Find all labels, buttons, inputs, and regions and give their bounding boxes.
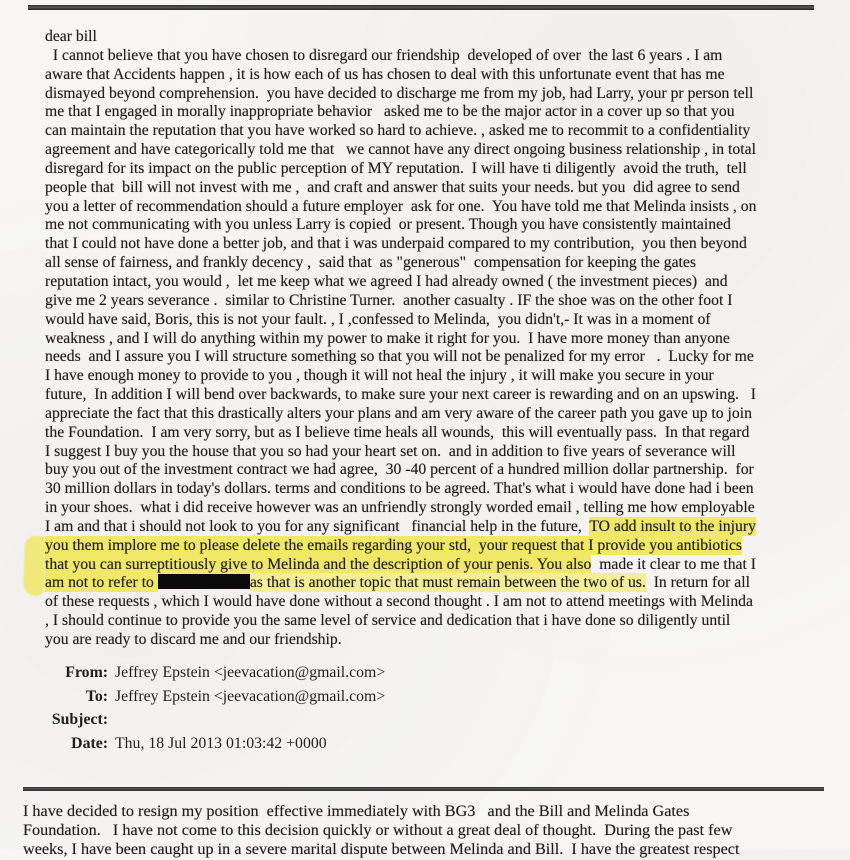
text-line (45, 103, 813, 122)
header-row-subject (45, 711, 545, 735)
text-line (23, 802, 838, 821)
email-header-block (45, 664, 545, 758)
text-line (45, 160, 813, 179)
text-line (45, 612, 813, 631)
text-line (45, 537, 813, 556)
date-value: Thu, 18 Jul 2013 01:03:42 +0000 (115, 734, 327, 752)
from-label: From: (65, 664, 108, 681)
to-value: Jeffrey Epstein <jeevacation@gmail.com> (115, 687, 386, 705)
text-segment: give me 2 years severance . similar to Christine Turner. another casualty . IF the shoe was on the other foot I (45, 291, 733, 309)
text-line (45, 28, 813, 47)
text-line (45, 198, 813, 217)
from-value: Jeffrey Epstein <jeevacation@gmail.com> (115, 664, 386, 681)
text-segment: you are ready to discard me and our friendship. (45, 631, 342, 648)
text-segment: 30 million dollars in today's dollars. terms and conditions to be agreed. That's what i would have done had i been (45, 480, 754, 498)
bottom-horizontal-rule (23, 787, 824, 791)
text-segment: all sense of fairness, and frankly decency , said that as "generous" compensation for keeping the gates (45, 254, 696, 272)
text-segment: that I could not have done a better job, and that i was underpaid compared to my contribution, you then beyond (45, 235, 747, 253)
text-line (23, 821, 838, 840)
text-segment: dismayed beyond comprehension. you have decided to discharge me from my job, had Larry, your pr person tell (45, 84, 754, 102)
text-segment: appreciate the fact that this drastically alters your plans and am very aware of the career path you gave up to join (45, 404, 752, 422)
text-line (45, 593, 813, 612)
text-line (45, 273, 813, 292)
text-line (45, 348, 813, 367)
highlighted-text: am not to refer to (45, 574, 158, 592)
text-segment: I cannot believe that you have chosen to disregard our friendship developed of over the last 6 years . I am (45, 46, 723, 64)
text-line (45, 85, 813, 104)
text-line (45, 141, 813, 160)
subject-label: Subject: (51, 711, 108, 729)
text-line (45, 461, 813, 480)
text-line (45, 386, 813, 405)
text-segment: disregard for its impact on the public perception of MY reputation. I will have ti diligently avoid the truth, tell (45, 159, 747, 177)
text-segment: of these requests , which I would have done without a second thought . I am not to attend meetings with Melinda (45, 593, 753, 611)
text-line (45, 405, 813, 424)
text-segment: dear bill (45, 28, 97, 45)
text-segment: weakness , and I will do anything within my power to make it right for you. I have more money than anyone (45, 329, 730, 347)
text-line (45, 235, 813, 254)
text-segment: weeks, I have been caught up in a severe marital dispute between Melinda and Bill. I have the greatest respect (23, 840, 740, 859)
text-segment: would have said, Boris, this is not your fault. , I ,confessed to Melinda, you didn't,- It was in a moment of (45, 310, 711, 328)
text-line (45, 556, 813, 575)
to-label: To: (85, 687, 108, 705)
text-segment: future, In addition I will bend over backwards, to make sure your next career is rewarding and on an upswing. I (45, 386, 756, 404)
text-segment: agreement and have categorically told me that we cannot have any direct ongoing business relationship , in total (45, 141, 756, 159)
text-segment: can maintain the reputation that you have worked so hard to achieve. , asked me to recommit to a confidentiality (45, 122, 751, 140)
text-line (45, 424, 813, 443)
text-segment: needs and I assure you I will structure something so that you will not be penalized for my error . Lucky for me (45, 348, 754, 366)
text-line (45, 47, 813, 66)
highlighted-text: as that is another topic that must remain between the two of us. (249, 574, 646, 592)
text-line (45, 443, 813, 462)
text-line (45, 631, 813, 650)
text-line (45, 311, 813, 330)
header-row-to (45, 688, 545, 712)
text-segment: made it clear to me that I (591, 555, 757, 573)
redaction-box (158, 574, 250, 589)
highlighted-text: that you can surreptitiously give to Melinda and the description of your penis. You also (45, 555, 592, 573)
text-segment: I suggest I buy you the house that you so had your heart set on. and in addition to five years of severance will (45, 442, 736, 460)
text-line (45, 216, 813, 235)
text-segment: buy you out of the investment contract we had agree, 30 -40 percent of a hundred million dollar partnership. for (45, 461, 754, 479)
text-segment: Foundation. I have not come to this decision quickly or without a great deal of thought. During the past few (23, 821, 733, 840)
text-line (45, 574, 813, 593)
highlighted-text: TO add insult to the injury (589, 517, 756, 535)
header-row-from (45, 664, 545, 688)
text-line (45, 122, 813, 141)
resignation-paragraph (23, 802, 838, 860)
letter-body-text (45, 28, 813, 650)
text-line (45, 518, 813, 537)
top-horizontal-rule (28, 5, 814, 10)
text-line (45, 254, 813, 273)
text-segment: you a letter of recommendation should a future employer ask for one. You have told me that Melinda insists , on (45, 197, 757, 215)
text-line (45, 330, 813, 349)
text-segment: aware that Accidents happen , it is how each of us has chosen to deal with this unfortunate event that has me (45, 65, 725, 83)
text-segment: , I should continue to provide you the same level of service and dedication that i have done so diligently until (45, 612, 731, 630)
highlighted-text: you them implore me to please delete the emails regarding your std, your request that I provide you antibiotics (45, 536, 743, 554)
text-line (45, 367, 813, 386)
text-segment: people that bill will not invest with me , and craft and answer that suits your needs. but you did agree to send (45, 178, 740, 196)
date-label: Date: (71, 734, 108, 752)
text-segment: the Foundation. I am very sorry, but as I believe time heals all wounds, this will eventually pass. In that regard (45, 423, 750, 441)
text-segment: reputation intact, you would , let me keep what we agreed I had already owned ( the investment pieces) and (45, 272, 728, 290)
text-segment: me not communicating with you unless Larry is copied or present. Though you have consistently maintained (45, 216, 731, 234)
text-segment: in your shoes. what i did receive however was an unfriendly strongly worded email , telling me how employable (45, 499, 755, 517)
text-line (45, 179, 813, 198)
text-segment: I have decided to resign my position effective immediately with BG3 and the Bill and Melinda Gates (23, 802, 690, 820)
header-row-date (45, 735, 545, 759)
text-line (45, 499, 813, 518)
text-segment: me that I engaged in morally inappropriate behavior asked me to be the major actor in a cover up so that you (45, 103, 735, 121)
text-line (45, 480, 813, 499)
text-segment: In return for all (645, 574, 750, 592)
text-line (45, 292, 813, 311)
text-segment: I have enough money to provide to you , though it will not heal the injury , it will make you secure in your (45, 367, 714, 385)
text-segment: I am and that i should not look to you for any significant financial help in the future, (45, 517, 590, 535)
left-margin-highlighter-stroke (23, 536, 46, 597)
text-line (45, 66, 813, 85)
